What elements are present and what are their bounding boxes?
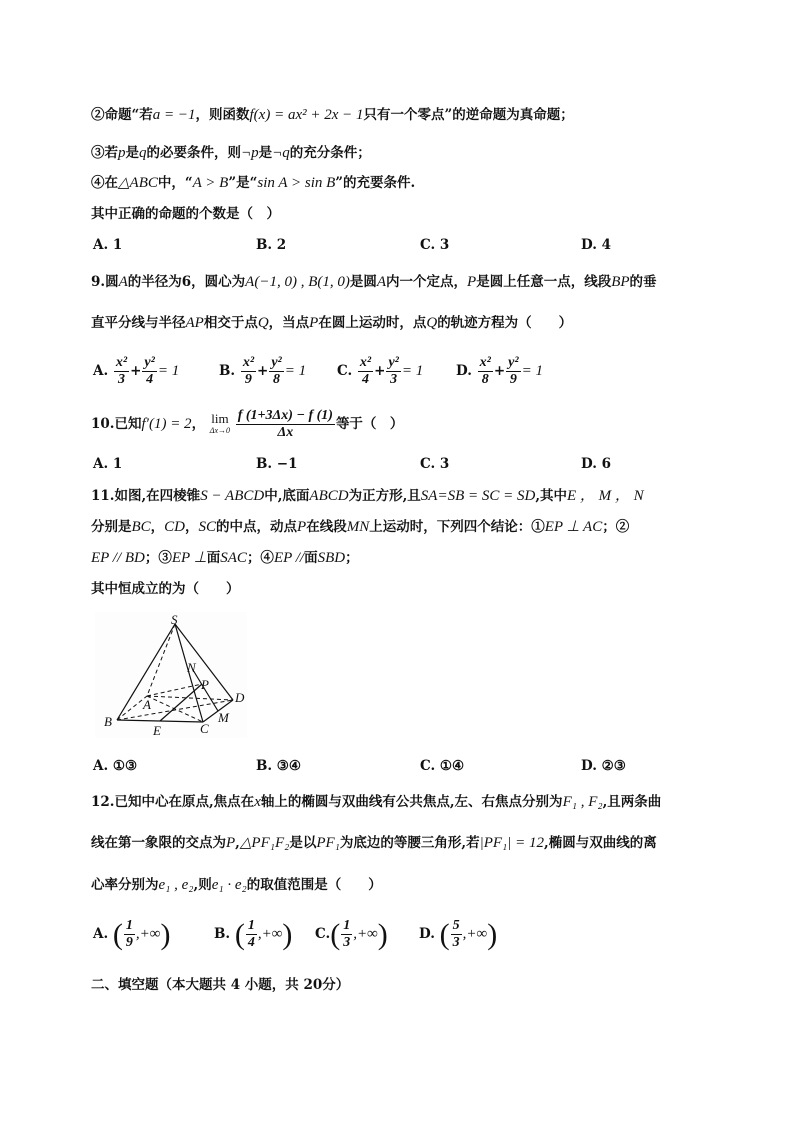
numerator: y² [388,355,399,370]
text: 分别是 [91,519,132,535]
math: ,+∞ [257,926,283,942]
q11-option-a: A. ①③ [93,758,138,774]
q9-line-2 [91,314,572,332]
option-label: B. [219,363,236,379]
text: 11.如图,在四棱锥 [91,488,201,504]
q8-option-b: B. 2 [256,237,287,253]
math: A(−1, 0) , B(1, 0) [245,274,350,290]
numerator: 5 [452,918,460,933]
q10-option-d: D. 6 [581,456,612,472]
fraction [341,918,352,951]
label-p: P [201,677,209,692]
denominator: 4 [146,372,154,387]
text: ，当点 [268,315,310,331]
fraction [246,918,257,951]
denominator: 3 [343,935,351,950]
math: P [309,315,319,331]
pyramid-figure [95,612,247,738]
text: ；③ [144,550,172,566]
numerator: x² [242,355,255,370]
q12-option-d: D. ( $\frac{5}{3}$ ,+∞) [419,917,498,951]
label-a: A [143,697,151,712]
option-label: D. [419,926,435,942]
math: SAC [220,550,247,566]
q12-option-a: A. ( $\frac{1}{9}$ ,+∞) [93,917,171,951]
denominator: Δx [277,425,294,440]
numerator: 1 [125,918,133,933]
text: 9.圆 [91,274,119,290]
math: f(x) = ax² + 2x − 1 [249,107,364,123]
text: ,且两条曲 [602,794,662,810]
text: 中,底面 [264,488,310,504]
denominator: 8 [481,372,489,387]
math: ¬p [241,145,259,161]
fraction [124,918,135,951]
text: ,其中 [535,488,568,504]
label-d: D [235,690,245,705]
math: ,+∞ [135,926,161,942]
math: Q [257,315,269,331]
math: a = −1 [152,107,196,123]
fraction [478,355,493,388]
math: EP ⊥ [171,550,207,566]
text: 直平分线与半径 [91,315,186,331]
q9-option-a: A. $\frac{\text{x²}}{3}$ + $\frac{\text{y²}}{4}$ = 1 [93,355,180,387]
label-b: B [104,714,112,729]
text: ”是“ [228,175,258,191]
q9-line-1 [91,273,657,291]
text: 的中点，动点 [216,519,298,535]
text: 是以 [289,835,317,851]
q8-option-a: A. 1 [93,237,123,253]
math: MN [346,519,370,535]
q8-stem: 其中正确的命题的个数是（ ） [91,206,280,222]
math: = 1 [157,363,180,379]
text: 上运动时，下列四个结论：① [369,519,545,535]
math: CD [164,519,186,535]
option-label: A. [93,363,109,379]
math: = 1 [401,363,424,379]
math: SA=SB = SC = SD [420,488,536,504]
math: P [297,519,307,535]
text: ”的充要条件. [335,175,416,191]
text: 是 [125,145,139,161]
label-e: E [153,723,161,738]
text: ④在 [91,175,118,191]
option-label: D. [456,363,472,379]
option-label: C. [315,926,331,942]
text: 在线段 [306,519,347,535]
text: 轴上的椭圆与双曲线有公共焦点,左、右焦点分别为 [260,794,563,810]
q11-option-d: D. ②③ [581,758,626,774]
math: △ABC [118,175,158,191]
q10-option-c: C. 3 [420,456,450,472]
label-s: S [171,612,178,627]
q10-option-b: B. −1 [256,456,298,472]
text: 等于（ ） [335,416,404,432]
q10-option-a: A. 1 [93,456,123,472]
numerator: x² [115,355,128,370]
q10-line [91,408,403,441]
denominator: 3 [390,372,398,387]
text: ， [191,416,206,432]
text: , [235,835,240,851]
text: 的取值范围是（ ） [246,877,382,893]
text: 面 [304,550,318,566]
text: ，则函数 [195,107,250,123]
math: x [254,794,261,810]
text: 为正方形,且 [348,488,421,504]
denominator: 4 [247,935,255,950]
limit [209,410,231,437]
fraction [142,355,156,388]
denominator: 9 [125,935,133,950]
math: BC [131,519,151,535]
label-c: C [200,721,209,736]
numerator: f (1+3Δx) − f (1) [237,408,333,423]
numerator: y² [271,355,282,370]
text: 的充分条件； [289,145,371,161]
text: ,椭圆与双曲线的离 [544,835,657,851]
label-m: M [218,710,229,725]
fraction [236,408,335,441]
option-label: C. [337,363,353,379]
math: P [226,835,236,851]
math: ¬q [272,145,290,161]
math: BP [611,274,630,290]
denominator: 9 [509,372,517,387]
q9-option-b: B. $\frac{\text{x²}}{9}$ + $\frac{\text{y²}}{8}$ = 1 [219,355,307,387]
q8-option-c: C. 3 [420,237,450,253]
math: AP [185,315,204,331]
option-label: B. [214,926,231,942]
q8-option-d: D. 4 [581,237,612,253]
math: q [139,145,147,161]
text: 面 [206,550,221,566]
text: ；② [602,519,630,535]
fraction [241,355,256,388]
text: 在圆上运动时，点 [318,315,427,331]
text: 内一个定点， [386,274,468,290]
math: A [118,274,128,290]
math: A [376,274,387,290]
text: ； [345,550,359,566]
denominator: 3 [452,935,460,950]
lim-text: lim [211,410,229,426]
text: ；④ [246,550,274,566]
text: 的半径为6，圆心为 [127,274,246,290]
numerator: x² [359,355,372,370]
math: A > B [192,175,229,191]
text: 为底边的等腰三角形,若 [339,835,480,851]
option-label: A. [93,926,109,942]
statement-2 [91,106,574,124]
math: = 1 [521,363,543,379]
math: sin A > sin B [257,175,336,191]
math: f′(1) = 2 [141,416,192,432]
q12-line-3 [91,876,382,894]
q12-line-1 [91,793,661,811]
math: Q [426,315,438,331]
text: 线在第一象限的交点为 [91,835,226,851]
math: SC [198,519,217,535]
text: 是 [258,145,273,161]
math: ABCD [309,488,349,504]
q12-option-c: C.( $\frac{1}{3}$ ,+∞) [315,917,388,951]
lim-sub: Δx→0 [209,425,231,435]
text: 只有一个零点”的逆命题为真命题； [363,107,574,123]
math: |PF₁| = 12 [479,835,544,851]
text: ②命题“若 [91,107,153,123]
math: e₁ , e₂ [158,877,194,893]
text: 的轨迹方程为（ ） [437,315,573,331]
text: 心率分别为 [91,877,159,893]
text: 12.已知中心在原点,焦点在 [91,794,255,810]
math: PF₁ [316,835,340,851]
q11-stem: 其中恒成立的为（ ） [91,581,240,597]
q11-option-b: B. ③④ [256,758,302,774]
math: S − ABCD [200,488,265,504]
fraction [269,355,283,388]
math: EP // [273,550,305,566]
text: 是圆 [349,274,377,290]
text: 是圆上任意一点，线段 [476,274,612,290]
text: ， [150,519,165,535]
text: 相交于点 [203,315,258,331]
math: ,+∞ [353,926,378,942]
q11-line-1 [91,487,644,505]
q9-option-d: D. $\frac{\text{x²}}{8}$ + $\frac{\text{y²}}{9}$ = 1 [456,355,543,387]
fraction [506,355,520,388]
fraction [386,355,400,388]
denominator: 3 [117,372,125,387]
math: p [118,145,126,161]
text: 的必要条件，则 [146,145,241,161]
denominator: 9 [244,372,252,387]
statement-4 [91,174,415,192]
q12-line-2 [91,834,657,852]
text: 的垂 [629,274,657,290]
math: ,+∞ [462,926,488,942]
text: ,则 [193,877,212,893]
statement-3 [91,144,371,162]
q11-option-c: C. ①④ [420,758,465,774]
text: 10.已知 [91,416,142,432]
math: EP // BD [91,550,145,566]
fraction [358,355,373,388]
text: 中，“ [157,175,193,191]
q9-option-c: C. $\frac{\text{x²}}{4}$ + $\frac{\text{y²}}{3}$ = 1 [337,355,424,387]
math: = 1 [284,363,307,379]
q12-option-b: B. ( $\frac{1}{4}$ ,+∞) [214,917,293,951]
section-2-heading: 二、填空题（本大题共 4 小题，共 20分） [91,977,350,993]
fraction [114,355,129,388]
numerator: 1 [247,918,255,933]
text: ， [185,519,199,535]
math: SBD [317,550,346,566]
math: P [467,274,477,290]
numerator: y² [144,355,155,370]
math: △PF₁F₂ [239,835,290,851]
label-n: N [187,660,196,675]
denominator: 8 [273,372,281,387]
numerator: x² [479,355,491,370]
text: ③若 [91,145,118,161]
math: E ， M ， N [567,488,644,504]
numerator: 1 [343,918,351,933]
math: EP ⊥ AC [544,519,603,535]
q11-line-2 [91,518,629,536]
numerator: y² [508,355,519,370]
fraction [451,918,462,951]
denominator: 4 [362,372,370,387]
math: e₁ · e₂ [211,877,247,893]
q11-line-3 [91,549,359,567]
math: F₁ , F₂ [562,794,603,810]
